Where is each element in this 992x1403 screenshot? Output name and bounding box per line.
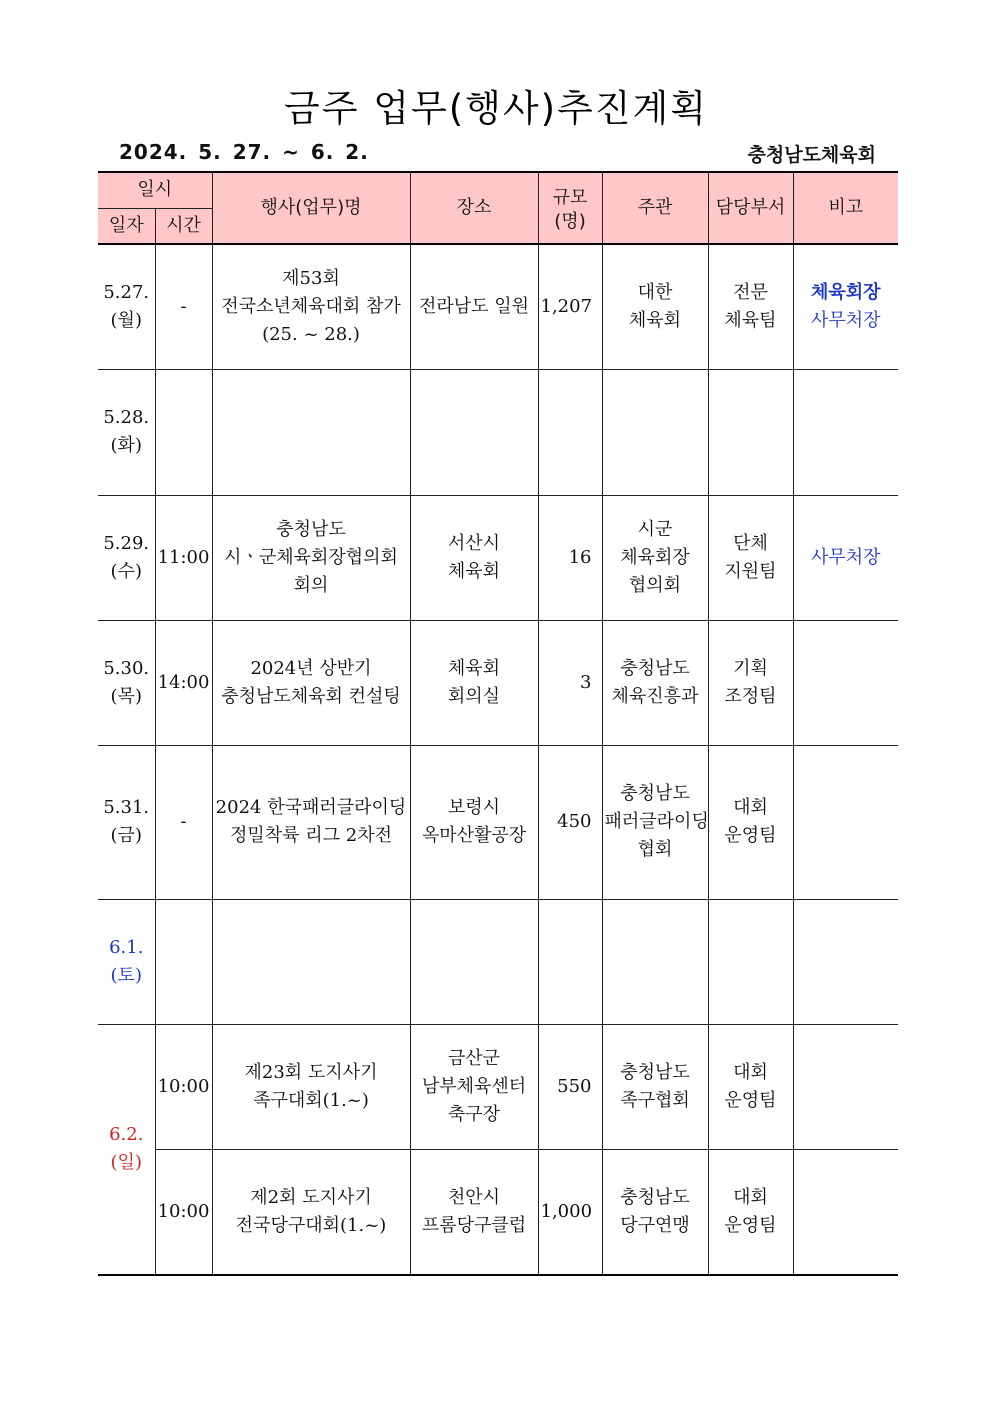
place-cell [410, 899, 538, 1024]
header-dept: 담당부서 [708, 172, 793, 244]
header-date: 일자 [98, 208, 155, 244]
table-row [98, 1149, 898, 1275]
header-event: 행사(업무)명 [212, 172, 410, 244]
time-cell [155, 369, 212, 495]
date-text: 5.31. [103, 797, 150, 818]
note-cell [793, 495, 898, 620]
date-text: 6.2. [109, 1124, 144, 1146]
schedule-table [98, 171, 898, 1276]
event-cell [212, 495, 410, 620]
date-text: 5.30. [103, 657, 150, 679]
event-cell-line: 족구대회(1.~) [253, 1089, 369, 1111]
dept-cell [708, 495, 793, 620]
header-schedule: 일시 [98, 172, 212, 208]
table-row [98, 369, 898, 495]
event-cell [212, 620, 410, 745]
note-cell [793, 244, 898, 369]
host-cell [602, 745, 708, 899]
dept-cell-line: 체육팀 [724, 309, 777, 331]
dept-cell-line: 운영팀 [724, 825, 777, 846]
date-text: 5.27. [103, 281, 150, 303]
host-cell-line: 당구연맹 [620, 1214, 690, 1236]
host-cell [602, 369, 708, 495]
place-cell-line: 천안시 [447, 1186, 501, 1208]
dept-cell-line: 조정팀 [724, 685, 777, 707]
note-cell [793, 1149, 898, 1275]
event-cell-line: 충청남도 [276, 518, 346, 540]
weekday-text: (토) [110, 964, 142, 986]
place-cell-line: 체육회 [447, 657, 501, 679]
host-cell [602, 1149, 708, 1275]
note-cell [793, 745, 898, 899]
dept-cell [708, 745, 793, 899]
place-cell-line: 남부체육센터 [421, 1075, 527, 1097]
weekday-text: (수) [110, 560, 142, 582]
date-cell [98, 899, 155, 1024]
weekday-text: (목) [110, 685, 142, 707]
place-cell [410, 745, 538, 899]
place-cell-line: 금산군 [447, 1047, 501, 1069]
host-cell-line: 체육진흥과 [611, 685, 699, 707]
dept-cell [708, 244, 793, 369]
time-cell: 10:00 [155, 1149, 212, 1275]
dept-cell-line: 기획 [733, 657, 768, 679]
place-cell [410, 620, 538, 745]
dept-cell-line: 전문 [733, 281, 768, 303]
place-cell-line: 축구장 [447, 1103, 501, 1125]
header-time: 시간 [155, 208, 212, 244]
time-cell: - [155, 244, 212, 369]
event-cell-line: 2024년 상반기 [250, 657, 372, 679]
host-cell [602, 244, 708, 369]
host-cell [602, 495, 708, 620]
dept-cell-line: 대회 [733, 1061, 768, 1083]
date-cell [98, 369, 155, 495]
scale-cell: 1,207 [538, 244, 602, 369]
header-scale-line1: 규모 [552, 187, 588, 208]
page-title: 금주 업무(행사)추진계획 [283, 87, 709, 130]
dept-cell-line: 운영팀 [724, 1089, 777, 1111]
note-cell-line: 체육회장 [810, 281, 881, 303]
host-cell-line: 협의회 [628, 574, 682, 596]
date-text: 5.29. [103, 532, 150, 554]
weekday-text: (일) [110, 1152, 142, 1174]
weekday-text: (화) [110, 435, 142, 456]
date-cell [98, 1024, 155, 1275]
table-row [98, 745, 898, 899]
place-cell-line: 전라남도 일원 [418, 295, 530, 317]
event-cell-line: 전국당구대회(1.~) [235, 1214, 387, 1236]
host-cell-line: 협회 [637, 839, 673, 860]
host-cell-line: 패러글라이딩 [604, 811, 709, 832]
scale-cell: 3 [538, 620, 602, 745]
date-text: 5.28. [103, 407, 150, 428]
event-cell-line: 회의 [293, 574, 329, 596]
host-cell-line: 충청남도 [620, 1186, 690, 1208]
note-cell [793, 369, 898, 495]
time-cell [155, 899, 212, 1024]
date-range: 2024. 5. 27. ~ 6. 2. [119, 140, 369, 164]
table-row [98, 1024, 898, 1149]
event-cell-line: 충청남도체육회 컨설팅 [221, 685, 401, 707]
table-row [98, 244, 898, 369]
host-cell [602, 1024, 708, 1149]
event-cell-line: 전국소년체육대회 참가 [221, 295, 401, 317]
note-cell-line: 사무처장 [810, 309, 881, 331]
table-row [98, 495, 898, 620]
dept-cell-line: 단체 [733, 532, 768, 554]
note-cell-line: 사무처장 [810, 546, 881, 568]
scale-cell: 16 [538, 495, 602, 620]
event-cell [212, 244, 410, 369]
place-cell [410, 1149, 538, 1275]
place-cell-line: 옥마산활공장 [421, 825, 527, 846]
event-cell [212, 745, 410, 899]
event-cell [212, 1024, 410, 1149]
note-cell [793, 1024, 898, 1149]
note-cell [793, 899, 898, 1024]
host-cell-line: 충청남도 [620, 657, 690, 679]
host-cell-line: 대한 [637, 281, 673, 303]
host-cell-line: 충청남도 [620, 1061, 690, 1083]
time-cell: - [155, 745, 212, 899]
date-cell [98, 620, 155, 745]
event-cell-line: 시ㆍ군체육회장협의회 [224, 546, 398, 568]
scale-cell: 1,000 [538, 1149, 602, 1275]
weekday-text: (금) [110, 825, 142, 846]
dept-cell-line: 대회 [733, 1186, 768, 1208]
event-cell-line: 정밀착륙 리그 2차전 [230, 825, 392, 846]
host-cell-line: 충청남도 [620, 783, 690, 804]
place-cell-line: 프롬당구클럽 [421, 1214, 527, 1236]
scale-cell: 550 [538, 1024, 602, 1149]
host-cell-line: 체육회장 [620, 546, 690, 568]
place-cell [410, 369, 538, 495]
event-cell [212, 899, 410, 1024]
event-cell-line: 2024 한국패러글라이딩 [215, 797, 407, 818]
place-cell-line: 서산시 [447, 532, 501, 554]
dept-cell-line: 대회 [733, 797, 768, 818]
host-cell-line: 시군 [637, 518, 673, 540]
dept-cell-line: 운영팀 [724, 1214, 777, 1236]
weekday-text: (월) [110, 309, 142, 331]
scale-cell [538, 369, 602, 495]
event-cell [212, 369, 410, 495]
scale-cell: 450 [538, 745, 602, 899]
header-host: 주관 [602, 172, 708, 244]
host-cell-line: 체육회 [628, 309, 682, 331]
event-cell [212, 1149, 410, 1275]
place-cell [410, 244, 538, 369]
note-cell [793, 620, 898, 745]
date-cell [98, 244, 155, 369]
place-cell-line: 보령시 [447, 797, 501, 818]
dept-cell [708, 899, 793, 1024]
place-cell [410, 1024, 538, 1149]
place-cell [410, 495, 538, 620]
dept-cell [708, 369, 793, 495]
dept-cell [708, 1149, 793, 1275]
dept-cell [708, 1024, 793, 1149]
host-cell [602, 899, 708, 1024]
time-cell: 10:00 [155, 1024, 212, 1149]
place-cell-line: 회의실 [447, 685, 501, 707]
host-cell [602, 620, 708, 745]
date-text: 6.1. [109, 936, 144, 958]
header-scale-line2: (명) [554, 211, 586, 232]
time-cell: 14:00 [155, 620, 212, 745]
host-cell-line: 족구협회 [620, 1089, 690, 1111]
header-place: 장소 [410, 172, 538, 244]
scale-cell [538, 899, 602, 1024]
date-cell [98, 495, 155, 620]
dept-cell-line: 지원팀 [724, 560, 777, 582]
dept-cell [708, 620, 793, 745]
header-scale [538, 172, 602, 244]
place-cell-line: 체육회 [447, 560, 501, 582]
event-cell-line: 제2회 도지사기 [250, 1186, 372, 1208]
event-cell-line: 제23회 도지사기 [244, 1061, 378, 1083]
event-cell-line: 제53회 [282, 267, 340, 289]
table-row [98, 899, 898, 1024]
time-cell: 11:00 [155, 495, 212, 620]
date-cell [98, 745, 155, 899]
organization-name: 충청남도체육회 [747, 144, 876, 166]
header-note: 비고 [793, 172, 898, 244]
table-row [98, 620, 898, 745]
event-cell-line: (25. ~ 28.) [262, 323, 360, 345]
